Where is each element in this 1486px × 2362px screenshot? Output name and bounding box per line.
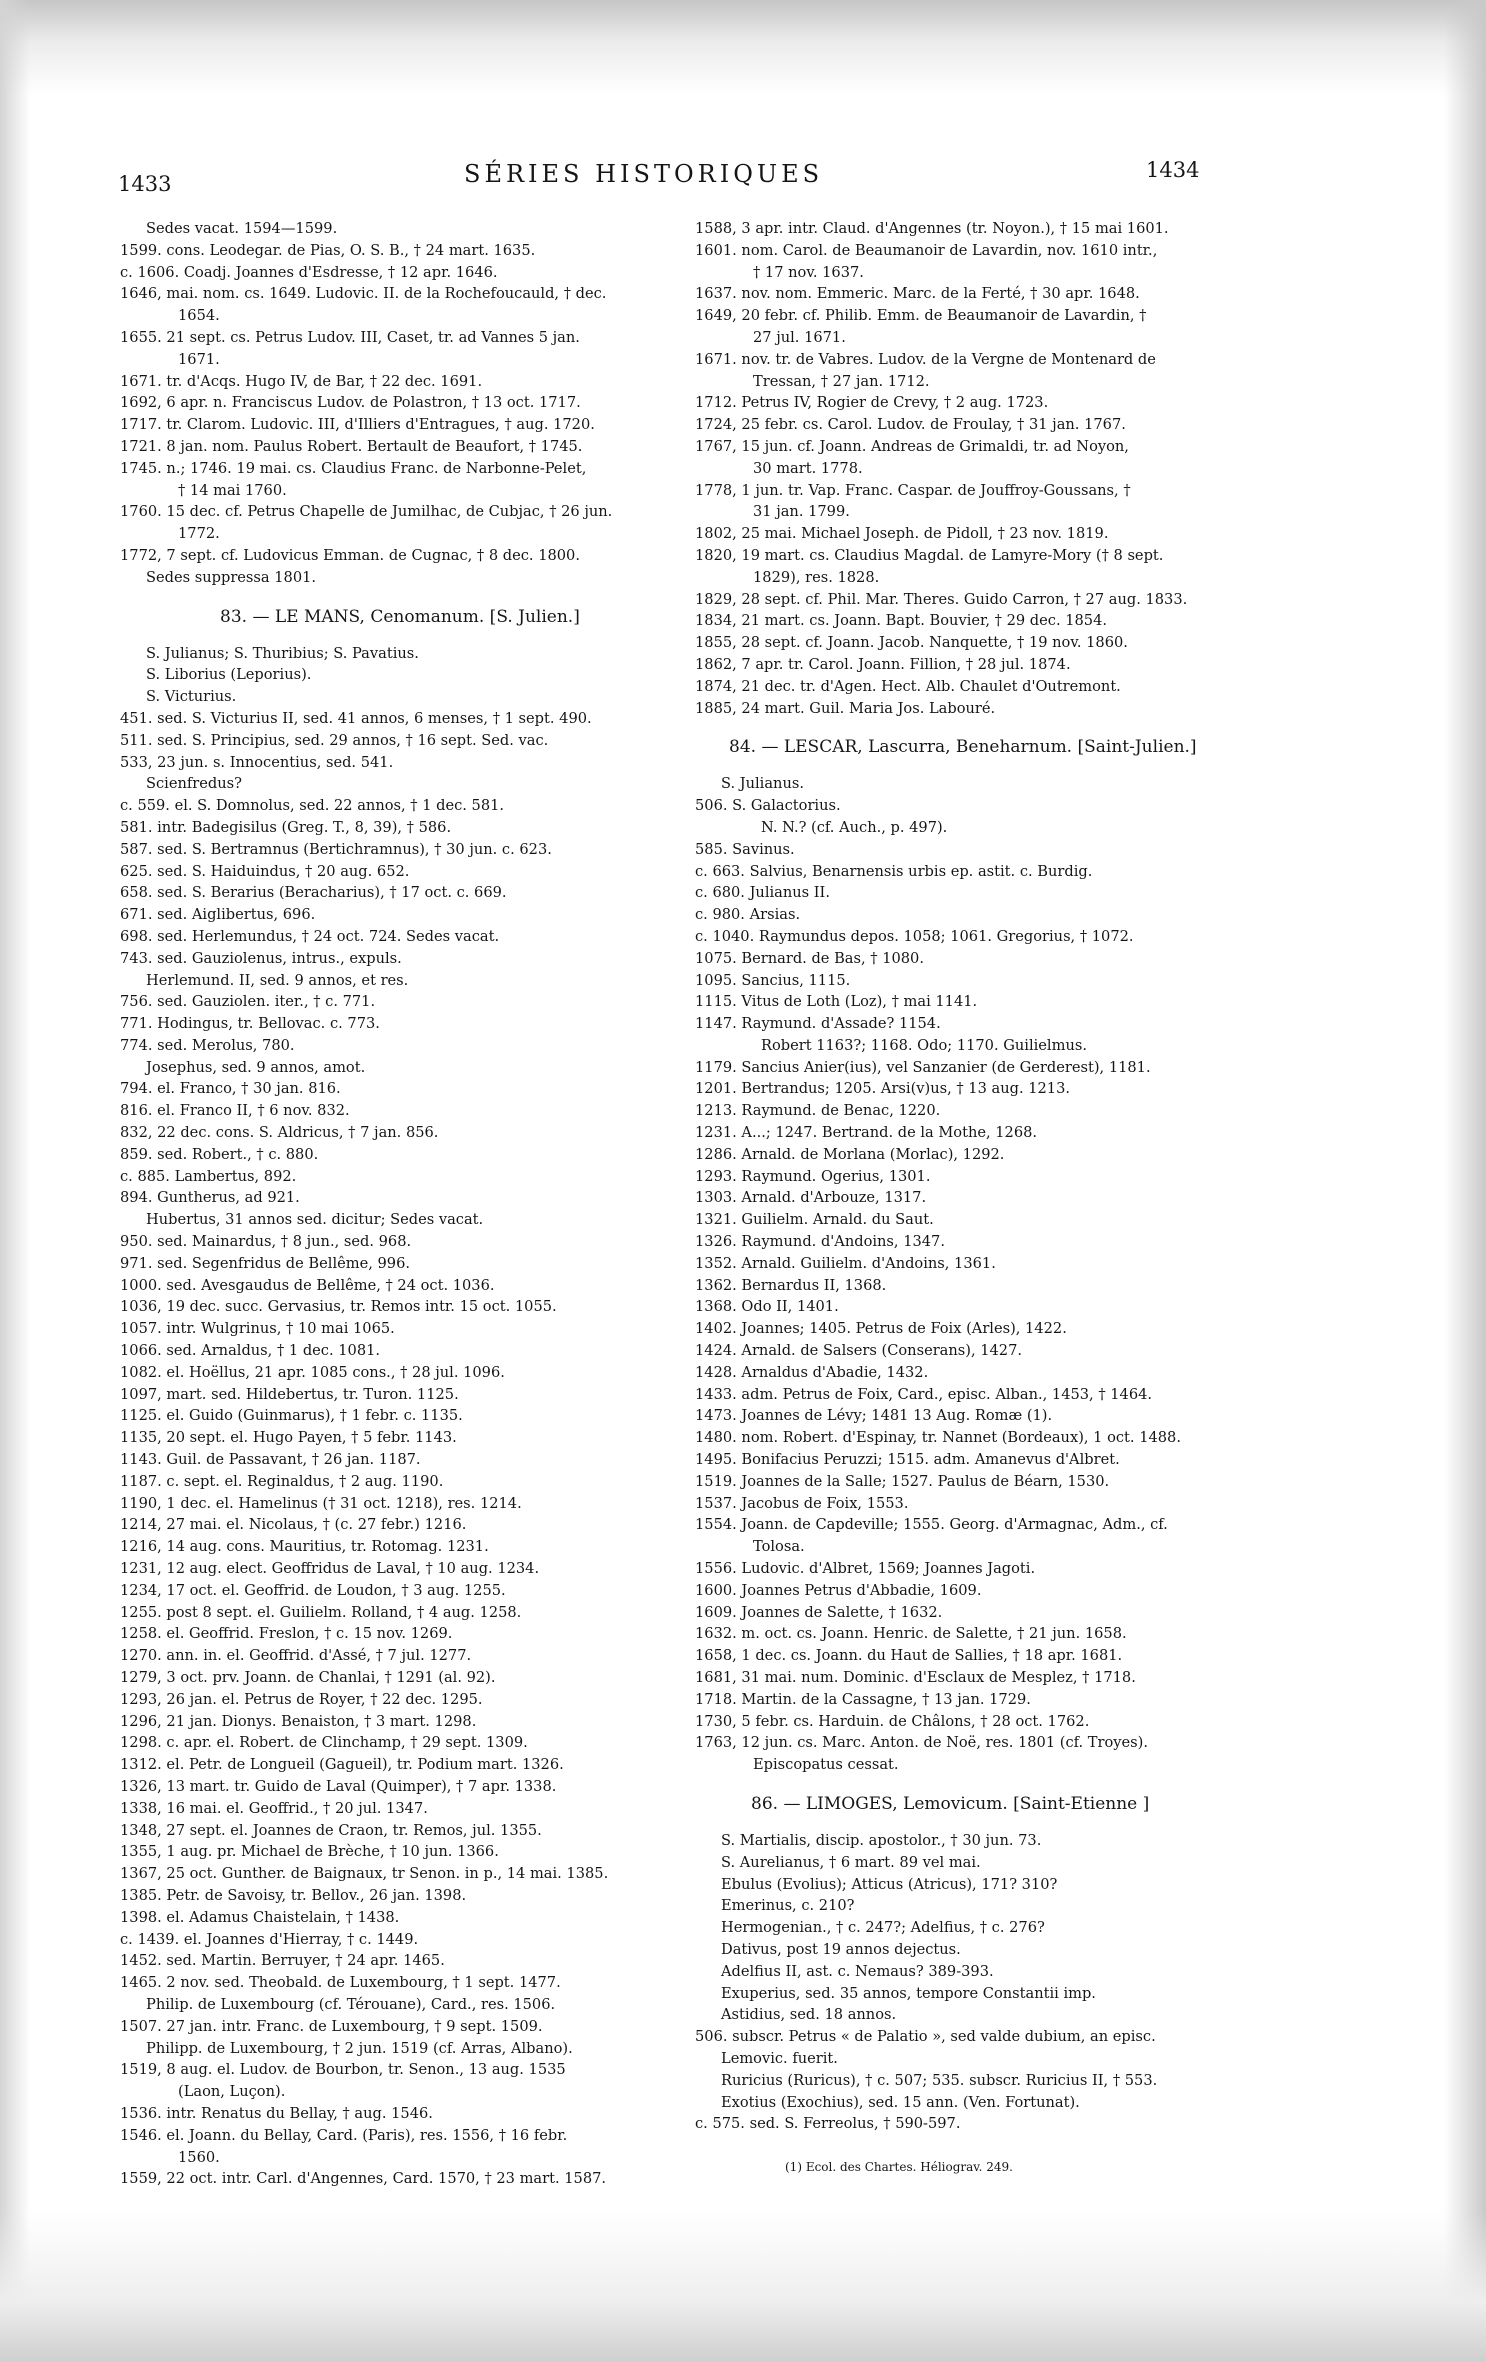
text-line: 1874, 21 dec. tr. d'Agen. Hect. Alb. Chaulet d'Outremont. [695,677,1121,695]
text-line: 1231. A...; 1247. Bertrand. de la Mothe, 1268. [695,1124,1038,1142]
text-line: 771. Hodingus, tr. Bellovac. c. 773. [120,1015,380,1033]
text-line: 1829, 28 sept. cf. Phil. Mar. Theres. Guido Carron, † 27 aug. 1833. [695,590,1188,608]
text-line: Sedes suppressa 1801. [146,568,317,586]
text-line: 1424. Arnald. de Salsers (Conserans), 1427. [695,1342,1023,1360]
text-line: 1355, 1 aug. pr. Michael de Brèche, † 10 jun. 1366. [120,1843,499,1861]
text-line: 1147. Raymund. d'Assade? 1154. [695,1015,941,1033]
text-line: Hubertus, 31 annos sed. dicitur; Sedes vacat. [146,1211,484,1229]
text-line: (Laon, Luçon). [178,2083,286,2101]
text-line: 1201. Bertrandus; 1205. Arsi(v)us, † 13 aug. 1213. [695,1080,1071,1098]
text-line: c. 1040. Raymundus depos. 1058; 1061. Gregorius, † 1072. [695,927,1134,945]
text-line: 587. sed. S. Bertramnus (Bertichramnus), † 30 jun. c. 623. [120,840,552,858]
text-line: 1321. Guilielm. Arnald. du Saut. [695,1211,934,1229]
text-line: 1646, mai. nom. cs. 1649. Ludovic. II. de la Rochefoucauld, † dec. [120,285,607,303]
text-line: 31 jan. 1799. [753,503,850,521]
text-line: S. Aurelianus, † 6 mart. 89 vel mai. [721,1853,981,1871]
text-line: Herlemund. II, sed. 9 annos, et res. [146,971,409,989]
text-line: 533, 23 jun. s. Innocentius, sed. 541. [120,753,394,771]
text-line: Episcopatus cessat. [753,1756,899,1774]
text-line: 794. el. Franco, † 30 jan. 816. [120,1080,341,1098]
text-line: 1338, 16 mai. el. Geoffrid., † 20 jul. 1347. [120,1799,428,1817]
text-line: 585. Savinus. [695,840,795,858]
text-line: c. 1439. el. Joannes d'Hierray, † c. 1449. [120,1930,419,1948]
text-line: 625. sed. S. Haiduindus, † 20 aug. 652. [120,862,410,880]
text-line: 1362. Bernardus II, 1368. [695,1276,887,1294]
text-line: Philipp. de Luxembourg, † 2 jun. 1519 (cf. Arras, Albano). [146,2039,573,2057]
text-line: c. 1606. Coadj. Joannes d'Esdresse, † 12 apr. 1646. [120,263,498,281]
text-line: 1473. Joannes de Lévy; 1481 13 Aug. Romæ (1). [695,1407,1053,1425]
text-line: 894. Guntherus, ad 921. [120,1189,300,1207]
text-line: 698. sed. Herlemundus, † 24 oct. 724. Sedes vacat. [120,927,500,945]
text-line: 1519. Joannes de la Salle; 1527. Paulus de Béarn, 1530. [695,1472,1110,1490]
text-line: 1348, 27 sept. el. Joannes de Craon, tr. Remos, jul. 1355. [120,1821,542,1839]
text-line: 1718. Martin. de la Cassagne, † 13 jan. 1729. [695,1690,1031,1708]
text-line: 1554. Joann. de Capdeville; 1555. Georg. d'Armagnac, Adm., cf. [695,1516,1168,1534]
text-line: S. Julianus. [721,775,804,793]
text-line: 658. sed. S. Berarius (Beracharius), † 17 oct. c. 669. [120,884,507,902]
text-line: 1258. el. Geoffrid. Freslon, † c. 15 nov. 1269. [120,1625,453,1643]
text-line: Lemovic. fuerit. [721,2049,838,2067]
text-line: 743. sed. Gauziolenus, intrus., expuls. [120,949,402,967]
text-line: 1655. 21 sept. cs. Petrus Ludov. III, Caset, tr. ad Vannes 5 jan. [120,328,580,346]
text-line: 1745. n.; 1746. 19 mai. cs. Claudius Franc. de Narbonne-Pelet, [120,459,587,477]
scan-shadow-bottom [0,2212,1486,2362]
text-line: Ruricius (Ruricus), † c. 507; 535. subscr. Ruricius II, † 553. [721,2071,1158,2089]
text-line: 1671. [178,350,220,368]
text-line: 1352. Arnald. Guilielm. d'Andoins, 1361. [695,1254,996,1272]
text-line: 1326, 13 mart. tr. Guido de Laval (Quimper), † 7 apr. 1338. [120,1777,557,1795]
text-line: 1298. c. apr. el. Robert. de Clinchamp, † 29 sept. 1309. [120,1734,528,1752]
text-line: 1712. Petrus IV, Rogier de Crevy, † 2 aug. 1723. [695,394,1049,412]
text-line: 1216, 14 aug. cons. Mauritius, tr. Rotomag. 1231. [120,1538,489,1556]
text-line: 1293, 26 jan. el. Petrus de Royer, † 22 dec. 1295. [120,1690,483,1708]
text-line: S. Julianus; S. Thuribius; S. Pavatius. [146,644,419,662]
text-line: 451. sed. S. Victurius II, sed. 41 annos, 6 menses, † 1 sept. 490. [120,709,592,727]
text-line: c. 680. Julianus II. [695,884,830,902]
text-line: Dativus, post 19 annos dejectus. [721,1940,961,1958]
page-header [118,150,1200,200]
text-line: 1632. m. oct. cs. Joann. Henric. de Salette, † 21 jun. 1658. [695,1625,1127,1643]
text-line: 1066. sed. Arnaldus, † 1 dec. 1081. [120,1342,381,1360]
text-line: 859. sed. Robert., † c. 880. [120,1145,319,1163]
text-line: 1398. el. Adamus Chaistelain, † 1438. [120,1908,400,1926]
text-line: 1721. 8 jan. nom. Paulus Robert. Bertault de Beaufort, † 1745. [120,437,583,455]
text-line: 1772, 7 sept. cf. Ludovicus Emman. de Cugnac, † 8 dec. 1800. [120,546,580,564]
text-line: 1763, 12 jun. cs. Marc. Anton. de Noë, res. 1801 (cf. Troyes). [695,1734,1148,1752]
text-line: Sedes vacat. 1594—1599. [146,220,338,237]
text-line: 1231, 12 aug. elect. Geoffridus de Laval, † 10 aug. 1234. [120,1560,540,1578]
text-line: 1609. Joannes de Salette, † 1632. [695,1603,943,1621]
text-line: 506. S. Galactorius. [695,797,841,815]
text-line: Adelfius II, ast. c. Nemaus? 389-393. [721,1962,994,1980]
text-line: Josephus, sed. 9 annos, amot. [146,1058,366,1076]
text-line: 1036, 19 dec. succ. Gervasius, tr. Remos intr. 15 oct. 1055. [120,1298,557,1316]
text-line: 1536. intr. Renatus du Bellay, † aug. 1546. [120,2104,433,2122]
text-line: 1480. nom. Robert. d'Espinay, tr. Nannet (Bordeaux), 1 oct. 1488. [695,1429,1181,1447]
text-line: 1000. sed. Avesgaudus de Bellême, † 24 oct. 1036. [120,1276,495,1294]
text-line: 1367, 25 oct. Gunther. de Baignaux, tr Senon. in p., 14 mai. 1385. [120,1865,609,1883]
text-line: 1326. Raymund. d'Andoins, 1347. [695,1233,945,1251]
text-line: c. 980. Arsias. [695,906,801,924]
text-line: 1560. [178,2148,220,2166]
text-line: Exuperius, sed. 35 annos, tempore Constantii imp. [721,1984,1096,2002]
text-line: 1717. tr. Clarom. Ludovic. III, d'Illiers d'Entragues, † aug. 1720. [120,416,595,434]
text-line: 1671. nov. tr. de Vabres. Ludov. de la Vergne de Montenard de [695,350,1156,368]
text-line: Tressan, † 27 jan. 1712. [753,372,930,390]
text-line: 1588, 3 apr. intr. Claud. d'Angennes (tr. Noyon.), † 15 mai 1601. [695,220,1169,237]
text-line: 1637. nov. nom. Emmeric. Marc. de la Ferté, † 30 apr. 1648. [695,285,1140,303]
text-line: Astidius, sed. 18 annos. [721,2006,897,2024]
text-line: 1135, 20 sept. el. Hugo Payen, † 5 febr. 1143. [120,1429,457,1447]
running-title: SÉRIES HISTORIQUES [464,160,824,188]
text-line: 1601. nom. Carol. de Beaumanoir de Lavardin, nov. 1610 intr., [695,241,1158,259]
text-line: 1214, 27 mai. el. Nicolaus, † (c. 27 febr.) 1216. [120,1516,467,1534]
text-line: 1760. 15 dec. cf. Petrus Chapelle de Jumilhac, de Cubjac, † 26 jun. [120,503,613,521]
text-line: Hermogenian., † c. 247?; Adelfius, † c. 276? [721,1919,1045,1937]
section-heading: 86. — LIMOGES, Lemovicum. [Saint-Etienne ] [751,1793,1150,1814]
text-line: 1724, 25 febr. cs. Carol. Ludov. de Froulay, † 31 jan. 1767. [695,416,1126,434]
text-line: 27 jul. 1671. [753,328,846,346]
text-line: 1303. Arnald. d'Arbouze, 1317. [695,1189,927,1207]
text-line: 1190, 1 dec. el. Hamelinus († 31 oct. 1218), res. 1214. [120,1494,522,1512]
text-line: 511. sed. S. Principius, sed. 29 annos, † 16 sept. Sed. vac. [120,731,549,749]
text-line: 1115. Vitus de Loth (Loz), † mai 1141. [695,993,978,1011]
text-line: 1559, 22 oct. intr. Carl. d'Angennes, Card. 1570, † 23 mart. 1587. [120,2170,607,2188]
text-line: 506. subscr. Petrus « de Palatio », sed valde dubium, an episc. [695,2028,1156,2046]
text-line: S. Victurius. [146,688,237,706]
text-line: 1556. Ludovic. d'Albret, 1569; Joannes Jagoti. [695,1560,1036,1578]
section-heading: 84. — LESCAR, Lascurra, Beneharnum. [Saint-Julien.] [729,737,1197,758]
text-line: 1428. Arnaldus d'Abadie, 1432. [695,1363,929,1381]
text-line: 816. el. Franco II, † 6 nov. 832. [120,1102,350,1120]
text-line: 1829), res. 1828. [753,568,880,586]
text-line: Scienfredus? [146,775,242,793]
right-column [695,218,1215,2177]
text-line: 1862, 7 apr. tr. Carol. Joann. Fillion, † 28 jul. 1874. [695,655,1071,673]
text-line: 1270. ann. in. el. Geoffrid. d'Assé, † 7 jul. 1277. [120,1647,472,1665]
text-line: 1681, 31 mai. num. Dominic. d'Esclaux de Mesplez, † 1718. [695,1669,1136,1686]
left-column [120,218,680,2190]
text-line: 832, 22 dec. cons. S. Aldricus, † 7 jan. 856. [120,1124,439,1142]
text-line: † 14 mai 1760. [178,481,287,499]
text-line: 1654. [178,307,220,325]
section-heading: 83. — LE MANS, Cenomanum. [S. Julien.] [220,606,580,627]
text-line: 1730, 5 febr. cs. Harduin. de Châlons, † 28 oct. 1762. [695,1712,1090,1730]
text-line: 1179. Sancius Anier(ius), vel Sanzanier (de Gerderest), 1181. [695,1058,1151,1076]
text-line: N. N.? (cf. Auch., p. 497). [761,818,948,836]
text-line: c. 663. Salvius, Benarnensis urbis ep. astit. c. Burdig. [695,862,1093,880]
text-line: 581. intr. Badegisilus (Greg. T., 8, 39), † 586. [120,818,452,836]
text-line: c. 559. el. S. Domnolus, sed. 22 annos, † 1 dec. 581. [120,797,505,815]
text-line: 1600. Joannes Petrus d'Abbadie, 1609. [695,1581,982,1599]
scan-shadow-top [0,0,1486,95]
right-page-number: 1434 [1146,158,1200,182]
text-line: 1402. Joannes; 1405. Petrus de Foix (Arles), 1422. [695,1320,1067,1338]
text-line: 1649, 20 febr. cf. Philib. Emm. de Beaumanoir de Lavardin, † [695,307,1147,325]
scan-shadow-left [0,0,30,2362]
scan-shadow-right [1444,0,1486,2362]
text-line: 1234, 17 oct. el. Geoffrid. de Loudon, † 3 aug. 1255. [120,1581,506,1599]
text-line: 1599. cons. Leodegar. de Pias, O. S. B., † 24 mart. 1635. [120,241,536,259]
text-line: 1213. Raymund. de Benac, 1220. [695,1102,941,1120]
text-line: 1834, 21 mart. cs. Joann. Bapt. Bouvier, † 29 dec. 1854. [695,612,1108,630]
text-line: Tolosa. [753,1538,805,1556]
text-line: 1075. Bernard. de Bas, † 1080. [695,949,924,967]
text-line: 1855, 28 sept. cf. Joann. Jacob. Nanquette, † 19 nov. 1860. [695,634,1128,652]
text-line: 30 mart. 1778. [753,459,863,477]
text-line: 1312. el. Petr. de Longueil (Gagueil), tr. Podium mart. 1326. [120,1756,564,1774]
footnote: (1) Ecol. des Chartes. Héliograv. 249. [785,2160,1013,2175]
text-line: 1692, 6 apr. n. Franciscus Ludov. de Polastron, † 13 oct. 1717. [120,394,581,412]
text-line: 1187. c. sept. el. Reginaldus, † 2 aug. 1190. [120,1472,444,1490]
text-line: 1671. tr. d'Acqs. Hugo IV, de Bar, † 22 dec. 1691. [120,372,483,390]
text-line: 1368. Odo II, 1401. [695,1298,839,1316]
text-line: 1433. adm. Petrus de Foix, Card., episc. Alban., 1453, † 1464. [695,1385,1153,1403]
text-line: 1097, mart. sed. Hildebertus, tr. Turon. 1125. [120,1385,459,1403]
text-line: Philip. de Luxembourg (cf. Térouane), Card., res. 1506. [146,1995,556,2013]
text-line: 671. sed. Aiglibertus, 696. [120,906,316,924]
text-line: S. Martialis, discip. apostolor., † 30 jun. 73. [721,1831,1042,1849]
text-line: 1802, 25 mai. Michael Joseph. de Pidoll, † 23 nov. 1819. [695,525,1109,543]
text-line: 1296, 21 jan. Dionys. Benaiston, † 3 mart. 1298. [120,1712,477,1730]
text-line: 1519, 8 aug. el. Ludov. de Bourbon, tr. Senon., 13 aug. 1535 [120,2061,566,2079]
text-line: 1658, 1 dec. cs. Joann. du Haut de Sallies, † 18 apr. 1681. [695,1647,1123,1665]
text-line: c. 885. Lambertus, 892. [120,1167,297,1185]
text-line: c. 575. sed. S. Ferreolus, † 590-597. [695,2115,961,2133]
text-line: 1095. Sancius, 1115. [695,971,851,989]
text-line: 1465. 2 nov. sed. Theobald. de Luxembourg, † 1 sept. 1477. [120,1974,561,1992]
text-line: 1885, 24 mart. Guil. Maria Jos. Labouré. [695,699,996,717]
text-line: 1778, 1 jun. tr. Vap. Franc. Caspar. de Jouffroy-Goussans, † [695,481,1131,499]
text-line: Emerinus, c. 210? [721,1897,855,1915]
left-page-number: 1433 [118,172,172,196]
text-line: † 17 nov. 1637. [753,263,864,281]
text-line: 774. sed. Merolus, 780. [120,1036,295,1054]
text-line: 1495. Bonifacius Peruzzi; 1515. adm. Amanevus d'Albret. [695,1451,1120,1469]
text-line: 1057. intr. Wulgrinus, † 10 mai 1065. [120,1320,395,1338]
text-line: 1255. post 8 sept. el. Guilielm. Rolland, † 4 aug. 1258. [120,1603,522,1621]
text-line: 971. sed. Segenfridus de Bellême, 996. [120,1254,411,1272]
text-line: 1537. Jacobus de Foix, 1553. [695,1494,909,1512]
text-line: 1772. [178,525,220,543]
text-line: 950. sed. Mainardus, † 8 jun., sed. 968. [120,1233,412,1251]
text-line: 1546. el. Joann. du Bellay, Card. (Paris), res. 1556, † 16 febr. [120,2126,568,2144]
text-line: 756. sed. Gauziolen. iter., † c. 771. [120,993,376,1011]
text-line: 1820, 19 mart. cs. Claudius Magdal. de Lamyre-Mory († 8 sept. [695,546,1164,564]
text-line: 1143. Guil. de Passavant, † 26 jan. 1187. [120,1451,421,1469]
text-line: 1507. 27 jan. intr. Franc. de Luxembourg, † 9 sept. 1509. [120,2017,543,2035]
text-line: 1385. Petr. de Savoisy, tr. Bellov., 26 jan. 1398. [120,1886,467,1904]
text-line: 1279, 3 oct. prv. Joann. de Chanlai, † 1291 (al. 92). [120,1669,496,1686]
text-line: 1293. Raymund. Ogerius, 1301. [695,1167,931,1185]
text-line: Exotius (Exochius), sed. 15 ann. (Ven. Fortunat). [721,2093,1080,2111]
text-line: S. Liborius (Leporius). [146,666,312,684]
text-line: Ebulus (Evolius); Atticus (Atricus), 171? 310? [721,1875,1058,1893]
text-line: 1452. sed. Martin. Berruyer, † 24 apr. 1465. [120,1952,445,1970]
text-line: 1286. Arnald. de Morlana (Morlac), 1292. [695,1145,1005,1163]
text-line: 1767, 15 jun. cf. Joann. Andreas de Grimaldi, tr. ad Noyon, [695,437,1129,455]
text-line: Robert 1163?; 1168. Odo; 1170. Guilielmus. [761,1036,1087,1054]
text-line: 1125. el. Guido (Guinmarus), † 1 febr. c. 1135. [120,1407,463,1425]
text-line: 1082. el. Hoëllus, 21 apr. 1085 cons., † 28 jul. 1096. [120,1363,505,1381]
